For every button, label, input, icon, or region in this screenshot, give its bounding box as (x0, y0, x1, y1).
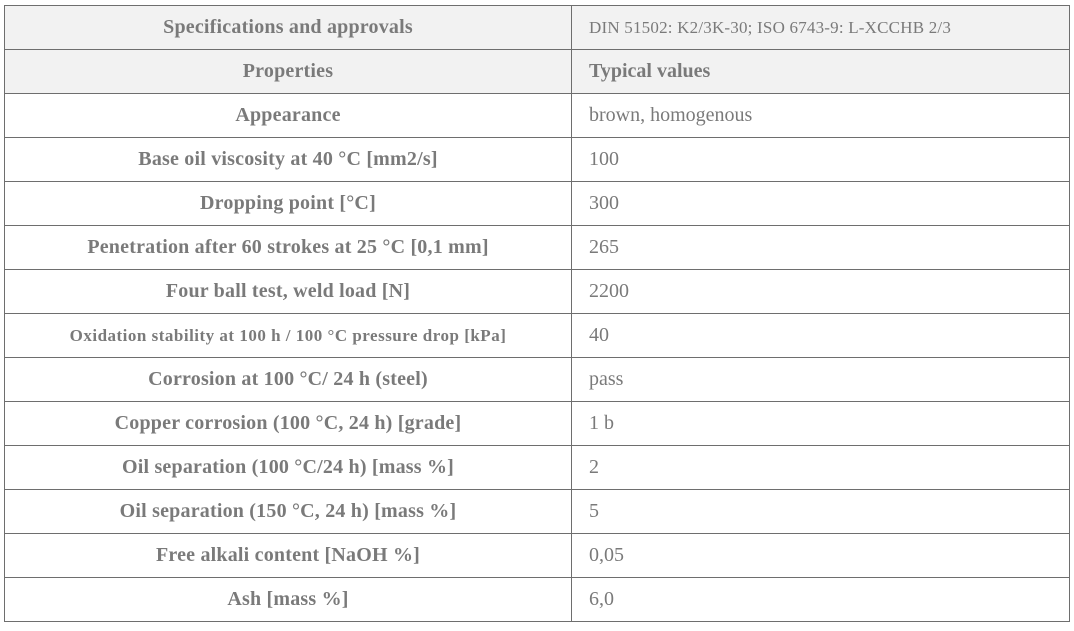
property-cell: Four ball test, weld load [N] (5, 270, 572, 314)
property-cell: Oil separation (150 °C, 24 h) [mass %] (5, 490, 572, 534)
table-row (5, 226, 1070, 270)
table-row (5, 446, 1070, 490)
table-row (5, 182, 1070, 226)
property-cell: Oxidation stability at 100 h / 100 °C pressure drop [kPa] (5, 314, 572, 358)
column-header-properties: Properties (5, 50, 572, 94)
value-cell: 300 (572, 182, 1070, 226)
property-cell: Copper corrosion (100 °C, 24 h) [grade] (5, 402, 572, 446)
property-cell: Ash [mass %] (5, 578, 572, 622)
value-cell: 2200 (572, 270, 1070, 314)
value-cell: 2 (572, 446, 1070, 490)
spec-row (5, 6, 1070, 50)
value-cell: 6,0 (572, 578, 1070, 622)
value-cell: 0,05 (572, 534, 1070, 578)
table-row (5, 94, 1070, 138)
table-row (5, 578, 1070, 622)
spec-value: DIN 51502: K2/3K-30; ISO 6743-9: L-XCCHB 2/3 (572, 6, 1070, 50)
value-cell: brown, homogenous (572, 94, 1070, 138)
table-row (5, 358, 1070, 402)
value-cell: 265 (572, 226, 1070, 270)
value-cell: pass (572, 358, 1070, 402)
property-cell: Appearance (5, 94, 572, 138)
table-row (5, 490, 1070, 534)
property-cell: Free alkali content [NaOH %] (5, 534, 572, 578)
property-cell: Oil separation (100 °C/24 h) [mass %] (5, 446, 572, 490)
spec-label: Specifications and approvals (5, 6, 572, 50)
property-cell: Base oil viscosity at 40 °C [mm2/s] (5, 138, 572, 182)
table-row (5, 534, 1070, 578)
property-cell: Corrosion at 100 °C/ 24 h (steel) (5, 358, 572, 402)
property-cell: Dropping point [°C] (5, 182, 572, 226)
table-row (5, 402, 1070, 446)
specifications-table (4, 5, 1070, 622)
table-row (5, 270, 1070, 314)
column-header-typical-values: Typical values (572, 50, 1070, 94)
value-cell: 1 b (572, 402, 1070, 446)
header-row (5, 50, 1070, 94)
value-cell: 5 (572, 490, 1070, 534)
table-row (5, 138, 1070, 182)
property-cell: Penetration after 60 strokes at 25 °C [0,1 mm] (5, 226, 572, 270)
value-cell: 100 (572, 138, 1070, 182)
value-cell: 40 (572, 314, 1070, 358)
table-row (5, 314, 1070, 358)
